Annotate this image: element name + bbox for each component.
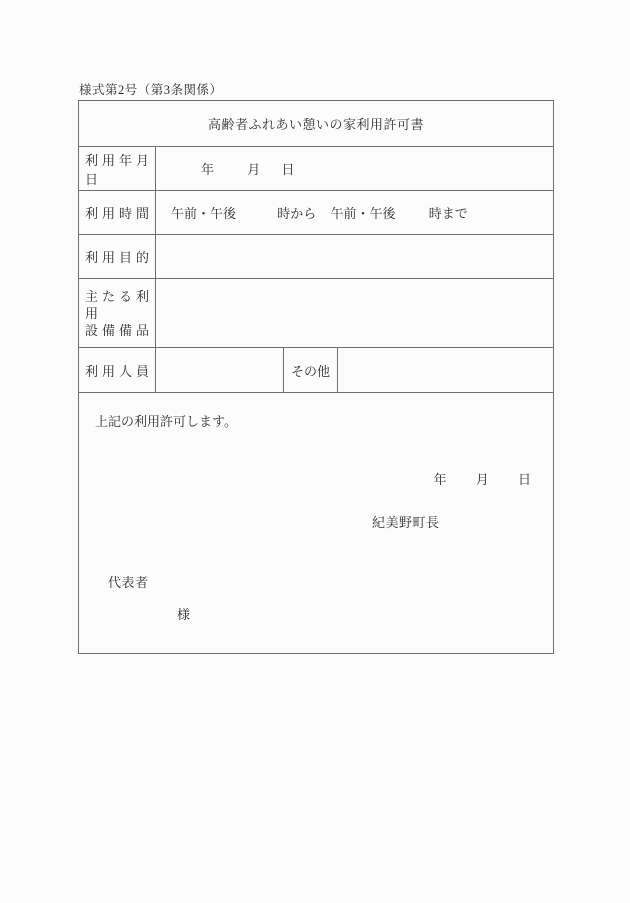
use-date-label: 利用年月日 — [79, 147, 156, 191]
approval-row — [79, 393, 554, 654]
approval-date-day-unit: 日 — [518, 472, 532, 487]
main-equipment-value-cell — [156, 279, 554, 348]
use-time-label: 利用時間 — [79, 191, 156, 235]
use-time-row — [79, 191, 554, 235]
users-other-value-cell — [338, 348, 554, 393]
main-equipment-row — [79, 279, 554, 348]
users-row — [79, 348, 554, 393]
users-other-label: その他 — [284, 348, 338, 393]
use-date-value-cell — [156, 147, 554, 191]
permit-table — [78, 100, 554, 654]
main-equipment-label-line2: 設備備品 — [85, 322, 149, 338]
use-purpose-label: 利用目的 — [79, 235, 156, 279]
main-equipment-label — [79, 279, 156, 348]
honorific-suffix: 様 — [177, 607, 191, 622]
use-date-row — [79, 147, 554, 191]
use-date-year-unit: 年 — [201, 162, 215, 177]
form-number-label: 様式第2号（第3条関係） — [79, 83, 223, 97]
use-purpose-value-cell — [156, 235, 554, 279]
use-time-value-cell — [156, 191, 554, 235]
use-date-day-unit: 日 — [281, 162, 295, 177]
title-row — [79, 101, 554, 147]
approval-statement: 上記の利用許可します。 — [95, 414, 237, 429]
representative-label: 代表者 — [108, 575, 149, 590]
users-count-value-cell — [156, 348, 284, 393]
use-time-ampm-from: 午前・午後 — [171, 206, 237, 221]
use-time-to-suffix: 時まで — [428, 206, 468, 221]
form-title: 高齢者ふれあい憩いの家利用許可書 — [79, 101, 554, 147]
mayor-signature-title: 紀美野町長 — [372, 515, 440, 530]
use-purpose-row — [79, 235, 554, 279]
use-time-ampm-to: 午前・午後 — [330, 206, 396, 221]
approval-date-month-unit: 月 — [475, 472, 489, 487]
approval-date-year-unit: 年 — [433, 472, 447, 487]
use-date-month-unit: 月 — [247, 162, 261, 177]
approval-date-line — [433, 472, 531, 487]
main-equipment-label-line1: 主たる利用 — [85, 288, 149, 321]
users-label: 利用人員 — [79, 348, 156, 393]
use-time-from-suffix: 時から — [277, 206, 317, 221]
approval-section — [79, 393, 554, 654]
